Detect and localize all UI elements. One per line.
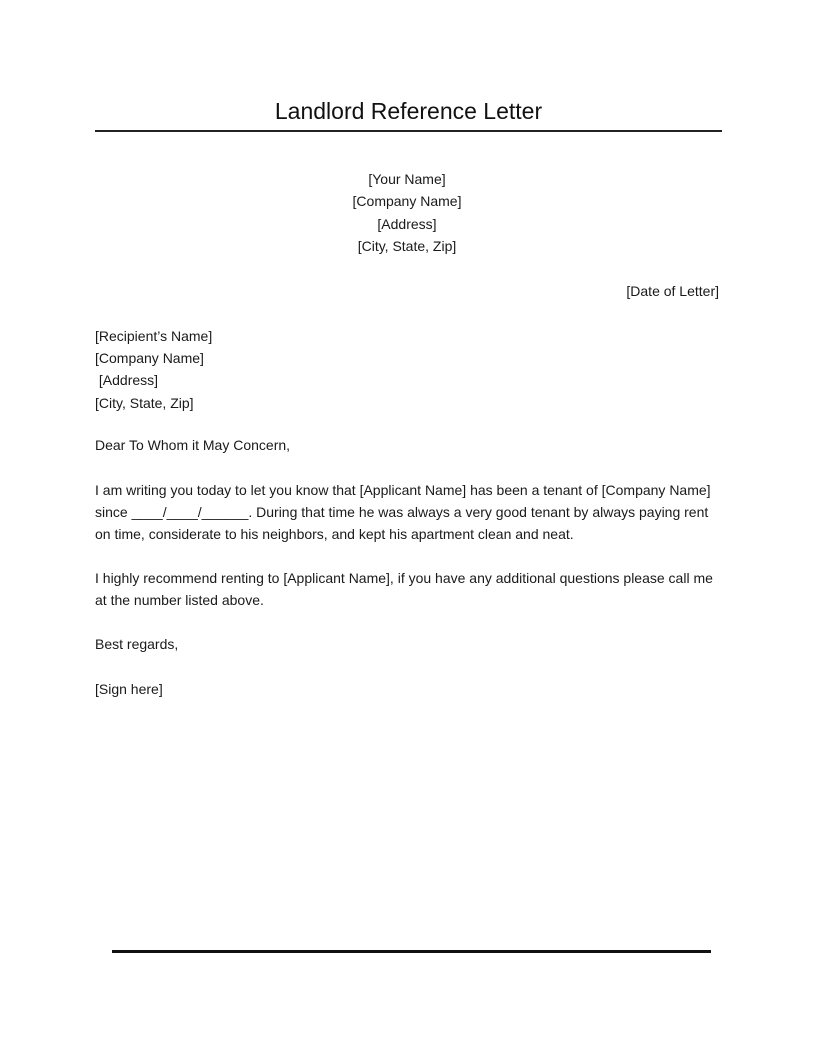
sender-address: [Address] (377, 215, 437, 232)
recipient-address: [Address] (95, 372, 159, 389)
footer-divider (112, 950, 711, 953)
sender-block (95, 168, 719, 258)
letter-date: [Date of Letter] (626, 283, 719, 299)
signature-placeholder: [Sign here] (95, 681, 163, 697)
body-paragraph-2: I highly recommend renting to [Applicant Name], if you have any additional questions please call me at the number listed above. (95, 570, 713, 608)
closing: Best regards, (95, 636, 179, 652)
page-title: Landlord Reference Letter (274, 98, 543, 124)
title-divider (95, 130, 722, 132)
recipient-block (95, 325, 212, 414)
recipient-city-state-zip: [City, State, Zip] (95, 394, 194, 411)
sender-city-state-zip: [City, State, Zip] (357, 238, 457, 255)
sender-name: [Your Name] (368, 171, 446, 187)
recipient-name: [Recipient’s Name] (95, 328, 213, 344)
recipient-company: [Company Name] (95, 350, 204, 367)
salutation: Dear To Whom it May Concern, (95, 437, 291, 453)
sender-company: [Company Name] (352, 193, 462, 210)
body-paragraph-1: I am writing you today to let you know that [Applicant Name] has been a tenant of [Company Name] since ____/____/______. During that time he was always a very good tenant by always paying rent on time, considerate to his neighbors, and kept his apartment clean and neat. (95, 482, 711, 542)
